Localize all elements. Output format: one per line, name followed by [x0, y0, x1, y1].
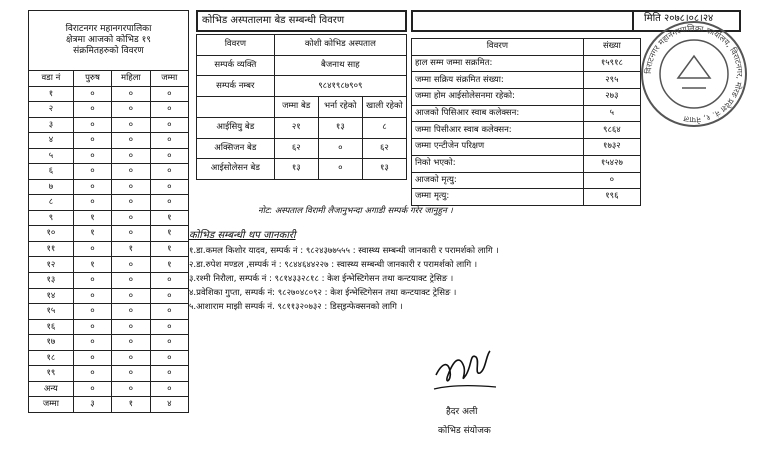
- hospital-beds-table: [196, 34, 407, 180]
- ward-cell-male: ०: [73, 319, 111, 335]
- ward-cell-male: ०: [73, 179, 111, 195]
- summary-label: आजको मृत्यु:: [412, 172, 584, 189]
- ward-cell-ward: अन्य: [29, 381, 74, 397]
- ward-cell-male: ०: [73, 335, 111, 351]
- table-row: [29, 86, 189, 102]
- beds-col-occupied: भर्ना रहेको: [318, 97, 362, 118]
- beds-cell-vacant: ८: [362, 117, 406, 138]
- ward-cell-total: १: [150, 226, 188, 242]
- ward-cell-ward: १७: [29, 335, 74, 351]
- ward-cell-total: ४: [150, 397, 188, 413]
- ward-cell-total: १: [150, 210, 188, 226]
- ward-cell-male: ०: [73, 117, 111, 133]
- ward-cell-ward: ९: [29, 210, 74, 226]
- beds-cell-occupied: ०: [318, 138, 362, 159]
- ward-cell-male: ०: [73, 304, 111, 320]
- ward-cell-female: ०: [112, 179, 150, 195]
- ward-cell-ward: ८: [29, 195, 74, 211]
- ward-cell-female: ०: [112, 288, 150, 304]
- ward-cell-total: ०: [150, 335, 188, 351]
- ward-cell-male: ०: [73, 164, 111, 180]
- summary-value: ९८६४: [583, 122, 640, 139]
- table-row: [29, 273, 189, 289]
- contact-number: ९८४१९८७९०९: [274, 76, 406, 97]
- ward-cell-male: ०: [73, 86, 111, 102]
- beds-col-detail: विवरण: [197, 35, 275, 56]
- signatory-name: हैदर अली: [446, 407, 478, 417]
- ward-cell-female: ०: [112, 319, 150, 335]
- col-ward-header: वडा नं: [29, 71, 74, 87]
- ward-cell-ward: १४: [29, 288, 74, 304]
- table-row: [197, 138, 407, 159]
- beds-cell-name: आईसोलेसन बेड: [197, 159, 275, 180]
- contacts-section: [189, 227, 499, 314]
- municipality-stamp-icon: [638, 18, 750, 130]
- ward-cell-female: ०: [112, 381, 150, 397]
- ward-cell-male: ०: [73, 288, 111, 304]
- table-row: [29, 226, 189, 242]
- table-row: [412, 89, 641, 106]
- ward-cell-total: ०: [150, 148, 188, 164]
- ward-cell-ward: २: [29, 102, 74, 118]
- beds-table-title: कोभिड अस्पतालमा बेड सम्बन्धी विवरण: [196, 10, 407, 32]
- table-row: [29, 102, 189, 118]
- beds-col-total: जम्मा बेड: [274, 97, 318, 118]
- table-row: [29, 397, 189, 413]
- hospital-note: नोट: अस्पताल विरामी लैजानुभन्दा अगाडी सम्पर्क गरेर जानुहुन ।: [258, 206, 453, 216]
- ward-cell-male: १: [73, 257, 111, 273]
- beds-col-vacant: खाली रहेको: [362, 97, 406, 118]
- beds-cell-occupied: १३: [318, 117, 362, 138]
- table-row: [29, 117, 189, 133]
- summary-label: जम्मा मृत्यु:: [412, 189, 584, 206]
- ward-cell-ward: ५: [29, 148, 74, 164]
- beds-cell-total: २१: [274, 117, 318, 138]
- summary-value: २९५: [583, 72, 640, 89]
- ward-cell-total: ०: [150, 86, 188, 102]
- contact-line: १.डा.कमल किशोर यादव, सम्पर्क नं : ९८२४३७७५५५ : स्वास्थ्य सम्बन्धी जानकारी र परामर्शको लागि ।: [189, 246, 499, 256]
- table-row: [29, 366, 189, 382]
- ward-cell-total: ०: [150, 273, 188, 289]
- table-row: [412, 105, 641, 122]
- ward-cell-male: ०: [73, 148, 111, 164]
- col-female-header: महिला: [112, 71, 150, 87]
- ward-cell-female: ०: [112, 195, 150, 211]
- ward-cell-total: ०: [150, 133, 188, 149]
- table-row: [29, 257, 189, 273]
- table-row: [29, 350, 189, 366]
- ward-cell-ward: १२: [29, 257, 74, 273]
- ward-cell-ward: १६: [29, 319, 74, 335]
- summary-value: १५४२७: [583, 155, 640, 172]
- beds-cell-vacant: ६२: [362, 138, 406, 159]
- ward-cell-total: ०: [150, 195, 188, 211]
- ward-cell-female: ०: [112, 164, 150, 180]
- contact-line: ५.आशाराम माझी सम्पर्क नं. ९८११३२०७३२ : डिस्इन्फेक्सनको लागि ।: [189, 302, 403, 312]
- ward-cell-ward: १८: [29, 350, 74, 366]
- ward-cell-female: ०: [112, 304, 150, 320]
- table-row: [412, 139, 641, 156]
- ward-cell-ward: १५: [29, 304, 74, 320]
- contacts-title: कोभिड सम्बन्धी थप जानकारी: [189, 230, 296, 241]
- table-row: [29, 179, 189, 195]
- ward-cell-female: ०: [112, 210, 150, 226]
- ward-title-line2: क्षेत्रमा आजको कोभिड १९: [66, 34, 151, 45]
- table-row: [29, 210, 189, 226]
- ward-cell-female: ०: [112, 102, 150, 118]
- ward-cell-female: ०: [112, 117, 150, 133]
- table-row: [412, 189, 641, 206]
- ward-title-line1: विराटनगर महानगरपालिका: [65, 23, 152, 34]
- ward-cell-female: १: [112, 397, 150, 413]
- summary-label: हाल सम्म जम्मा सक्रमित:: [412, 55, 584, 72]
- ward-cell-total: ०: [150, 304, 188, 320]
- ward-cell-female: ०: [112, 366, 150, 382]
- ward-cell-female: ०: [112, 350, 150, 366]
- ward-cell-total: ०: [150, 319, 188, 335]
- table-row: [29, 148, 189, 164]
- summary-col-detail: विवरण: [412, 39, 584, 56]
- table-row: [29, 335, 189, 351]
- ward-cell-total: ०: [150, 366, 188, 382]
- ward-cell-female: ०: [112, 148, 150, 164]
- ward-cell-male: ०: [73, 102, 111, 118]
- table-row: [197, 159, 407, 180]
- ward-cell-ward: १९: [29, 366, 74, 382]
- beds-blank-header: [197, 97, 275, 118]
- table-row: [412, 55, 641, 72]
- ward-cell-ward: ११: [29, 241, 74, 257]
- ward-cell-total: १: [150, 241, 188, 257]
- table-row: [412, 172, 641, 189]
- contact-line: ३.रश्मी निरौला, सम्पर्क नं : ९८१४३३२८१८ : केश ईन्भेस्टिगेसन तथा कन्टयाक्ट ट्रेसिङ ।: [189, 274, 454, 284]
- table-row: [29, 304, 189, 320]
- ward-cell-total: ०: [150, 288, 188, 304]
- ward-cell-total: ०: [150, 350, 188, 366]
- ward-cell-female: १: [112, 241, 150, 257]
- summary-label: जम्मा होम आईसोलेसनमा रहेको:: [412, 89, 584, 106]
- summary-value: ५: [583, 105, 640, 122]
- contact-line: २.डा.रुपेश मण्डल ,सम्पर्क नं : ९८४४६४४२२७ : स्वास्थ्य सम्बन्धी जानकारी र परामर्शको लागि ।: [189, 260, 478, 270]
- ward-cell-total: ०: [150, 381, 188, 397]
- ward-cell-ward: १३: [29, 273, 74, 289]
- summary-label: आजको पिसिआर स्वाब कलेक्सन:: [412, 105, 584, 122]
- table-row: [29, 288, 189, 304]
- ward-cell-total: ०: [150, 179, 188, 195]
- ward-cell-female: ०: [112, 86, 150, 102]
- table-row: [197, 117, 407, 138]
- contacts-list: [189, 244, 499, 314]
- ward-cell-male: ०: [73, 241, 111, 257]
- ward-cell-female: ०: [112, 335, 150, 351]
- summary-value: ०: [583, 172, 640, 189]
- summary-table: [411, 38, 641, 206]
- ward-cell-ward: १०: [29, 226, 74, 242]
- ward-cell-male: १: [73, 210, 111, 226]
- ward-cell-ward: ३: [29, 117, 74, 133]
- ward-cell-female: ०: [112, 257, 150, 273]
- table-row: [412, 72, 641, 89]
- contact-number-label: सम्पर्क नम्बर: [197, 76, 275, 97]
- table-row: [412, 155, 641, 172]
- summary-col-count: संख्या: [583, 39, 640, 56]
- ward-table-title: [29, 11, 189, 71]
- summary-label: जम्मा सक्रिय संक्रमित संख्या:: [412, 72, 584, 89]
- table-row: [412, 122, 641, 139]
- beds-cell-total: १३: [274, 159, 318, 180]
- summary-value: १७३२: [583, 139, 640, 156]
- ward-cell-female: ०: [112, 273, 150, 289]
- summary-value: १५९१८: [583, 55, 640, 72]
- ward-cell-female: ०: [112, 133, 150, 149]
- ward-cell-male: ०: [73, 133, 111, 149]
- beds-cell-name: अक्सिजन बेड: [197, 138, 275, 159]
- stamp-text: विराटनगर महानगरपालिका कार्यालय, विराटनगर, मोरङ प्रदेश नं. १, नेपाल: [643, 23, 745, 125]
- ward-infection-table: [28, 10, 189, 413]
- ward-cell-male: १: [73, 226, 111, 242]
- table-row: [29, 195, 189, 211]
- contact-line: ४.प्रवेशिका गुप्ता, सम्पर्क नं: ९८२७०४८०९२ : केश ईन्भेस्टिगेसन तथा कन्टयाक्ट ट्रेसिङ ।: [189, 288, 457, 298]
- hospital-name: कोशी कोभिड अस्पताल: [274, 35, 406, 56]
- summary-label: जम्मा पिसीआर स्वाब कलेक्सन:: [412, 122, 584, 139]
- ward-cell-male: ०: [73, 350, 111, 366]
- ward-cell-male: ०: [73, 195, 111, 211]
- contact-person: बैजनाथ साह: [274, 55, 406, 76]
- table-row: [29, 133, 189, 149]
- beds-cell-name: आईसियु बेड: [197, 117, 275, 138]
- ward-cell-male: ०: [73, 366, 111, 382]
- ward-cell-female: ०: [112, 226, 150, 242]
- ward-cell-ward: ६: [29, 164, 74, 180]
- summary-value: २७३: [583, 89, 640, 106]
- report-date: मिति २०७८।०८।२४: [632, 10, 752, 32]
- ward-cell-male: ३: [73, 397, 111, 413]
- ward-cell-total: ०: [150, 164, 188, 180]
- ward-cell-total: ०: [150, 117, 188, 133]
- contact-person-label: सम्पर्क व्यक्ति: [197, 55, 275, 76]
- table-row: [29, 241, 189, 257]
- table-row: [29, 319, 189, 335]
- ward-cell-total: ०: [150, 102, 188, 118]
- svg-text:विराटनगर महानगरपालिका कार्यालय: [643, 23, 744, 125]
- signatory-role: कोभिड संयोजक: [438, 426, 491, 436]
- table-row: [29, 381, 189, 397]
- ward-cell-male: ०: [73, 381, 111, 397]
- ward-cell-ward: ७: [29, 179, 74, 195]
- ward-cell-ward: जम्मा: [29, 397, 74, 413]
- col-male-header: पुरुष: [73, 71, 111, 87]
- ward-title-line3: संक्रमितहरुको विवरण: [73, 46, 144, 57]
- summary-label: जम्मा एन्टीजेन परिक्षण: [412, 139, 584, 156]
- beds-cell-vacant: १३: [362, 159, 406, 180]
- table-row: [29, 164, 189, 180]
- ward-cell-male: ०: [73, 273, 111, 289]
- beds-cell-occupied: ०: [318, 159, 362, 180]
- ward-cell-total: १: [150, 257, 188, 273]
- ward-cell-ward: ४: [29, 133, 74, 149]
- summary-value: १९६: [583, 189, 640, 206]
- beds-cell-total: ६२: [274, 138, 318, 159]
- col-total-header: जम्मा: [150, 71, 188, 87]
- signature-icon: [430, 345, 498, 395]
- summary-label: निको भएको:: [412, 155, 584, 172]
- ward-cell-ward: १: [29, 86, 74, 102]
